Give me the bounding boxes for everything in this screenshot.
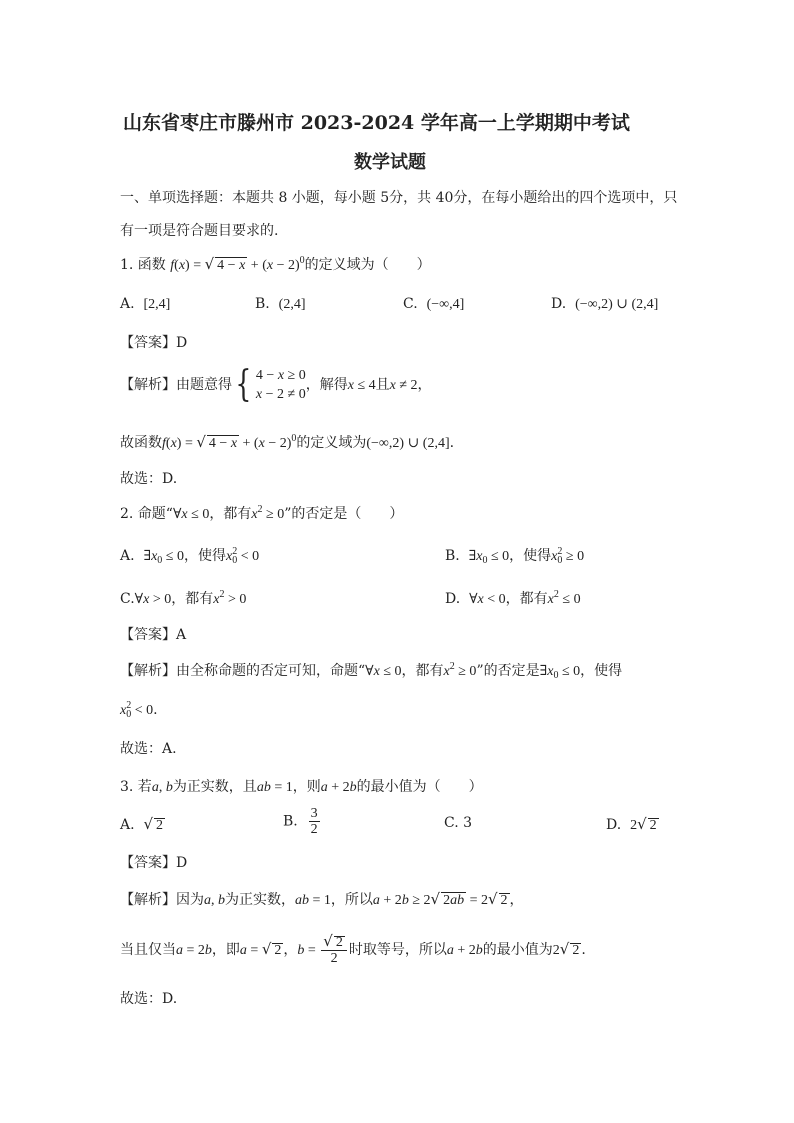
q1-result: 故选：D. bbox=[120, 471, 178, 487]
page-title: 山东省枣庄市滕州市 2023-2024 学年高一上学期期中考试 bbox=[123, 112, 630, 134]
page-subtitle: 数学试题 bbox=[354, 152, 426, 173]
q1-option-b: B. (2,4] bbox=[255, 296, 306, 312]
q2-result: 故选：A. bbox=[120, 741, 177, 757]
q1-equation-system: { 4 − x ≥ 0 x − 2 ≠ 0 bbox=[235, 364, 306, 405]
q1-option-a: A. [2,4] bbox=[120, 296, 171, 312]
q2-explanation-line2: $x^2_0 < 0$. bbox=[120, 700, 158, 720]
section-heading-line2: 有一项是符合题目要求的. bbox=[120, 223, 279, 239]
q2-explanation-line1: 【解析】由全称命题的否定可知，命题“∀x ≤ 0，都有$x^2 \ge 0$”的否定是$\exists x_0 \le 0$，使得 bbox=[120, 661, 623, 681]
q3-option-d: D. 2√ 2 bbox=[606, 815, 657, 833]
q3-option-b: B. $\frac{3}{2}$ bbox=[283, 806, 318, 837]
q2-stem: 2. 命题“∀x ≤ 0，都有$x^2 \ge 0$”的否定是（ ） bbox=[120, 504, 404, 522]
q1-explanation-line2: 故函数f(x) = √ $4 - x + (x - 2)^0$的定义域为(−∞,2) ∪ (2,4]. bbox=[120, 433, 455, 451]
q3-explanation-line1: 【解析】因为a, b为正实数，ab = 1，所以a + 2b ≥ 2√ 2ab = 2√ 2 ， bbox=[120, 890, 524, 908]
q1-answer: 【答案】D bbox=[120, 335, 188, 351]
q1-stem: 1. 函数 f(x) = √ $4 - x + (x - 2)^0$的定义域为（ ） bbox=[120, 255, 431, 273]
q3-stem: 3. 若a, b为正实数，且ab = 1，则a + 2b的最小值为（ ） bbox=[120, 779, 483, 795]
q2-option-b: B. $\exists x_0 \le 0$，使得$x^2_0 \ge 0$ bbox=[445, 546, 585, 566]
q2-answer: 【答案】A bbox=[120, 627, 187, 643]
q2-option-c: C.∀x > 0，都有$x^2 > 0$ bbox=[120, 589, 247, 607]
q3-result: 故选：D. bbox=[120, 991, 178, 1007]
q1-option-c: C. (−∞,4] bbox=[403, 296, 465, 312]
q2-option-a: A. $\exists x_0 \le 0$，使得$x^2_0 < 0$ bbox=[120, 546, 260, 566]
q3-option-c: C. 3 bbox=[444, 815, 473, 831]
q3-answer: 【答案】D bbox=[120, 855, 188, 871]
q1-option-d: D. (−∞,2) ∪ (2,4] bbox=[551, 296, 659, 312]
section-heading-line1: 一、单项选择题：本题共 8 小题，每小题 5分，共 40分，在每小题给出的四个选项中，只 bbox=[120, 190, 678, 206]
q2-option-d: D. ∀x < 0，都有$x^2 \le 0$ bbox=[445, 589, 581, 607]
q1-explanation-line1: 【解析】由题意得 { 4 − x ≥ 0 x − 2 ≠ 0 ，解得x ≤ 4且x ≠ 2， bbox=[120, 364, 432, 405]
q3-option-a: A. √ 2 bbox=[120, 815, 164, 833]
q3-explanation-line2: 当且仅当a = 2b，即a = √ 2 ，b = $\frac{√ 2}{2}$ 时取等号，所以a + 2b的最小值为2√ 2 . bbox=[120, 932, 586, 966]
